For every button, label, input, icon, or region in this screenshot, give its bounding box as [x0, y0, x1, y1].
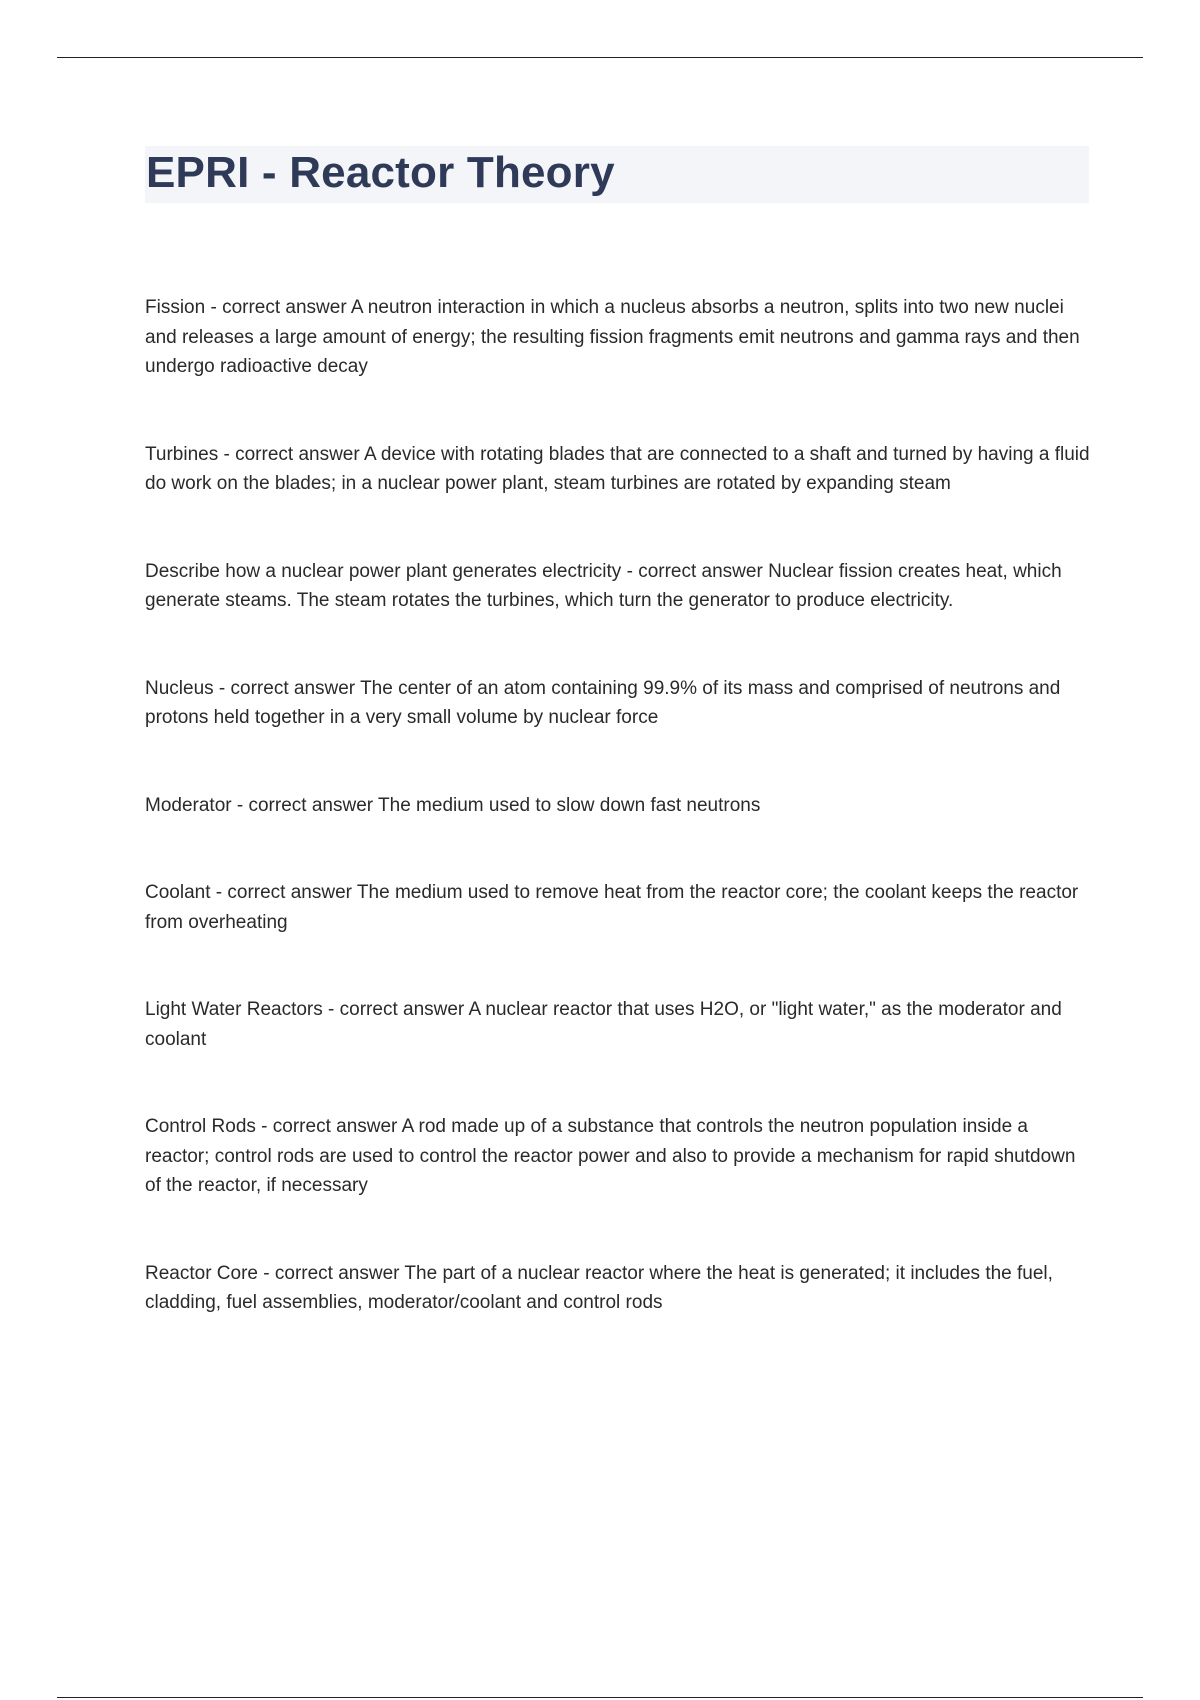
- answer-separator: - correct answer: [258, 1262, 405, 1284]
- flashcard-entry: [145, 293, 1090, 382]
- answer-separator: - correct answer: [322, 999, 469, 1020]
- flashcard-entry: [145, 995, 1090, 1054]
- term: Describe how a nuclear power plant generates electricity: [145, 560, 622, 582]
- term: Fission: [145, 297, 206, 318]
- definition: The part of a nuclear reactor where the heat is generated; it includes the fuel, cladding, fuel assemblies, moderator/coolant and control rods: [145, 1262, 1053, 1313]
- definition: A rod made up of a substance that controls the neutron population inside a reactor; control rods are used to control the reactor power and also to provide a mechanism for rapid shutdown of the reactor, if necessary: [145, 1116, 1076, 1196]
- answer-separator: - correct answer: [213, 677, 361, 699]
- flashcard-entry: [145, 440, 1090, 499]
- definition: Nuclear fission creates heat, which generate steams. The steam rotates the turbines, which turn the generator to produce electricity.: [145, 560, 1062, 611]
- definition: The medium used to remove heat from the reactor core; the coolant keeps the reactor from overheating: [145, 882, 1079, 933]
- answer-separator: - correct answer: [218, 443, 364, 465]
- definition: A nuclear reactor that uses H2O, or "light water," as the moderator and coolant: [145, 999, 1062, 1050]
- page-title: EPRI - Reactor Theory: [146, 148, 615, 197]
- flashcard-entry: [145, 791, 1090, 821]
- flashcard-entry: [145, 878, 1090, 937]
- bottom-divider: [57, 1697, 1143, 1698]
- definition: The center of an atom containing 99.9% of its mass and comprised of neutrons and protons held together in a very small volume by nuclear force: [145, 677, 1061, 728]
- flashcard-entry: [145, 1259, 1090, 1318]
- flashcard-list: [145, 293, 1090, 1376]
- top-divider: [57, 57, 1143, 58]
- term: Light Water Reactors: [145, 999, 323, 1020]
- answer-separator: - correct answer: [231, 794, 379, 816]
- term: Control Rods: [145, 1116, 256, 1137]
- term: Nucleus: [145, 677, 214, 699]
- term: Reactor Core: [145, 1262, 258, 1284]
- term: Turbines: [145, 443, 219, 465]
- flashcard-entry: [145, 1112, 1090, 1201]
- definition: The medium used to slow down fast neutrons: [378, 794, 761, 816]
- answer-separator: - correct answer: [205, 297, 351, 318]
- definition: A device with rotating blades that are connected to a shaft and turned by having a fluid do work on the blades; in a nuclear power plant, steam turbines are rotated by expanding steam: [145, 443, 1090, 494]
- term: Moderator: [145, 794, 232, 816]
- flashcard-entry: [145, 674, 1090, 733]
- answer-separator: - correct answer: [621, 560, 769, 582]
- flashcard-entry: [145, 557, 1090, 616]
- answer-separator: - correct answer: [210, 882, 357, 903]
- definition: A neutron interaction in which a nucleus absorbs a neutron, splits into two new nuclei and releases a large amount of energy; the resulting fission fragments emit neutrons and gamma rays and then undergo radioactive decay: [145, 297, 1080, 377]
- answer-separator: - correct answer: [255, 1116, 402, 1137]
- term: Coolant: [145, 882, 211, 903]
